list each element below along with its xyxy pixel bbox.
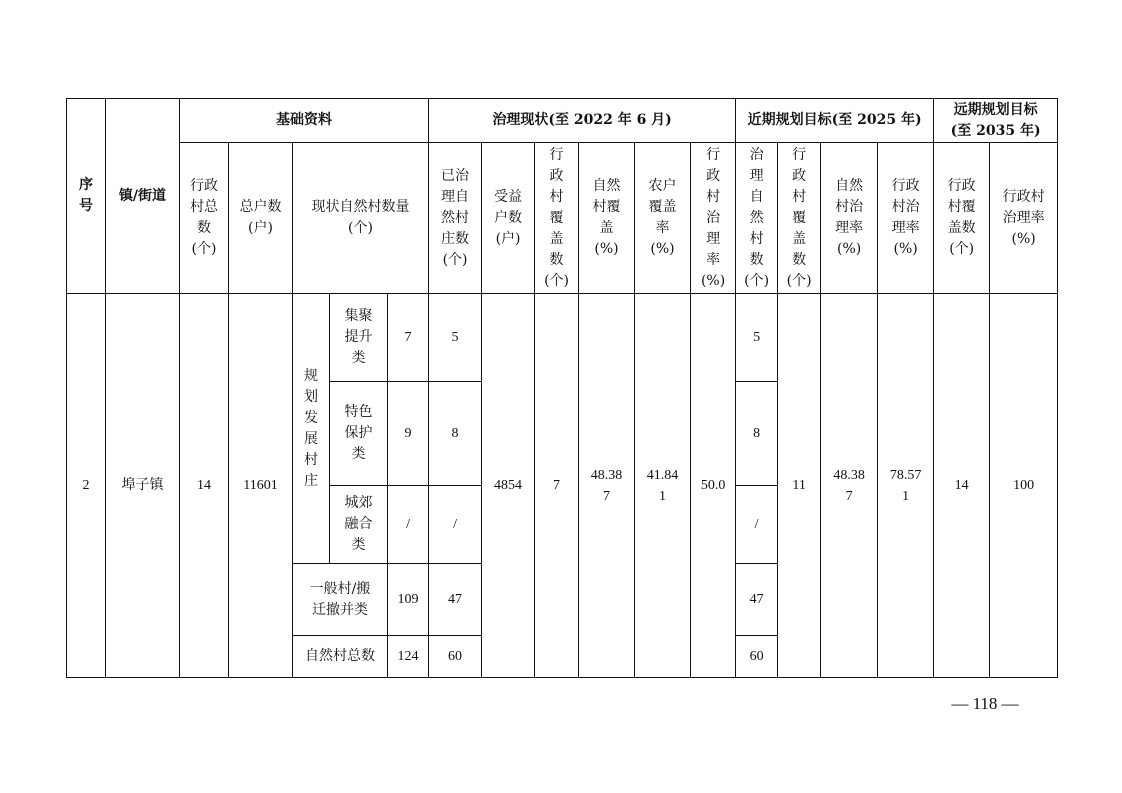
header-near-admin-rate: 行政 村治 理率 (%) [878,143,934,294]
header-household-coverage: 农户 覆盖 率 (%) [635,143,691,294]
header-natural-villages: 现状自然村数量 (个) [293,143,429,294]
header-basic-info: 基础资料 [180,99,429,143]
header-admin-rate: 行 政 村 治 理 率 (%) [691,143,736,294]
cell-natural-coverage: 48.38 7 [579,294,635,678]
header-long-term-target: 远期规划目标 (至 2035 年) [934,99,1058,143]
cell-category-count: 7 [388,294,429,382]
cell-total-governed: 60 [429,636,482,678]
cell-total-near-governed: 60 [736,636,778,678]
cell-admin-covered: 7 [535,294,579,678]
header-far-admin-rate: 行政村 治理率 (%) [990,143,1058,294]
cell-admin-rate: 50.0 [691,294,736,678]
cell-category-governed: 5 [429,294,482,382]
header-natural-coverage: 自然 村覆 盖 (%) [579,143,635,294]
data-table [66,98,1058,678]
header-far-admin-covered: 行政 村覆 盖数 (个) [934,143,990,294]
cell-general-governed: 47 [429,564,482,636]
page-number: — 118 — [951,694,1019,713]
cell-far-admin-rate: 100 [990,294,1058,678]
cell-admin-villages: 14 [180,294,229,678]
cell-far-admin-covered: 14 [934,294,990,678]
cell-near-governed: / [736,486,778,564]
cell-near-admin-rate: 78.57 1 [878,294,934,678]
cell-near-governed: 8 [736,382,778,486]
header-governed-natural: 已治 理自 然村 庄数 (个) [429,143,482,294]
cell-general-label: 一般村/搬 迁撤并类 [293,564,388,636]
cell-index: 2 [67,294,106,678]
cell-category-count: / [388,486,429,564]
cell-planned-group-label: 规 划 发 展 村 庄 [293,294,330,564]
header-near-admin-covered: 行 政 村 覆 盖 数 (个) [778,143,821,294]
header-near-governed-natural: 治 理 自 然 村 数 (个) [736,143,778,294]
header-current-status: 治理现状(至 2022 年 6 月) [429,99,736,143]
header-beneficiary: 受益 户数 (户) [482,143,535,294]
cell-near-governed: 5 [736,294,778,382]
cell-category-governed: 8 [429,382,482,486]
header-index: 序 号 [67,99,106,294]
cell-category-label: 集聚 提升 类 [330,294,388,382]
cell-category-label: 特色 保护 类 [330,382,388,486]
header-admin-villages: 行政 村总 数 (个) [180,143,229,294]
cell-near-admin-covered: 11 [778,294,821,678]
cell-category-governed: / [429,486,482,564]
cell-households: 11601 [229,294,293,678]
cell-general-count: 109 [388,564,429,636]
cell-total-label: 自然村总数 [293,636,388,678]
header-admin-covered: 行 政 村 覆 盖 数 (个) [535,143,579,294]
header-households: 总户数 (户) [229,143,293,294]
cell-general-near-governed: 47 [736,564,778,636]
header-near-natural-rate: 自然 村治 理率 (%) [821,143,878,294]
header-town: 镇/街道 [106,99,180,294]
cell-total-count: 124 [388,636,429,678]
cell-beneficiary: 4854 [482,294,535,678]
cell-near-natural-rate: 48.38 7 [821,294,878,678]
header-near-term-target: 近期规划目标(至 2025 年) [736,99,934,143]
cell-household-coverage: 41.84 1 [635,294,691,678]
cell-category-label: 城郊 融合 类 [330,486,388,564]
cell-town: 埠子镇 [106,294,180,678]
cell-category-count: 9 [388,382,429,486]
